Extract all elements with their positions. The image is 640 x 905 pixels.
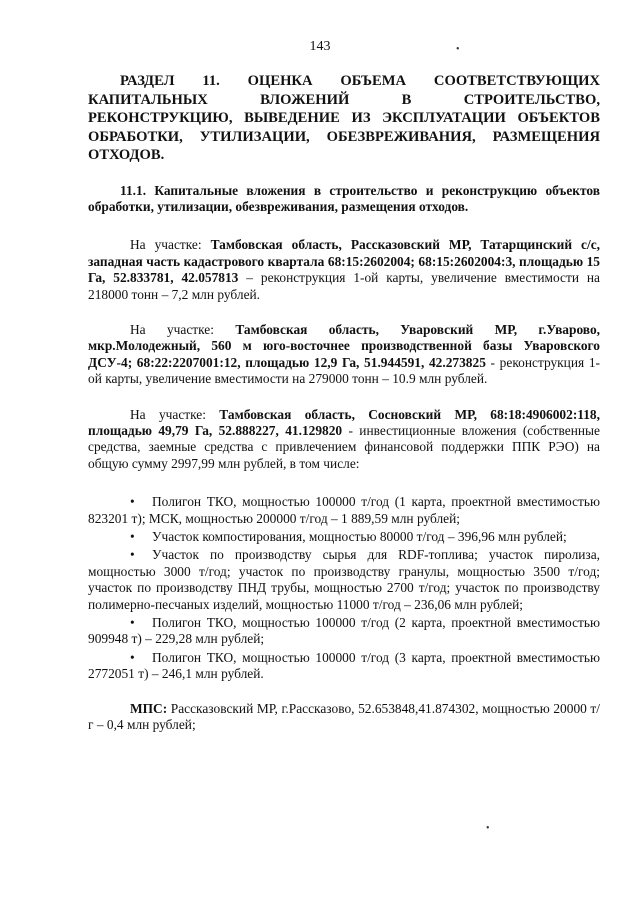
mps-text: Рассказовский МР, г.Рассказово, 52.653848,41.874302, мощностью 20000 т/г – 0,4 млн рублей;: [88, 700, 600, 733]
paragraph-site-3: [88, 407, 600, 473]
investment-list: [88, 494, 600, 682]
document-body: [88, 72, 600, 733]
paragraph-text: - реконструкция 1-ой карты, увеличение вместимости на 279000 тонн – 10.9 млн рублей.: [88, 354, 600, 387]
list-item-text: Участок компостирования, мощностью 80000 т/год – 396,96 млн рублей;: [152, 529, 567, 544]
bullet-icon: •: [130, 649, 135, 665]
paragraph-lead: На участке:: [130, 237, 211, 253]
paragraph-text: – реконструкция 1-ой карты, увеличение вместимости на 218000 тонн – 7,2 млн рублей.: [88, 270, 601, 302]
site-description: Тамбовская область, Сосновский МР, 68:18:4906002:118, площадью 49,79 Га, 52.888227, 41.129820: [88, 406, 600, 438]
list-item: [88, 650, 600, 683]
page-number: 143: [309, 39, 331, 54]
paragraph-lead: На участке:: [130, 406, 220, 422]
bullet-icon: •: [130, 615, 135, 631]
subsection-heading: 11.1. Капитальные вложения в строительство и реконструкцию объектов обработки, утилизации, обезвреживания, размещения отходов.: [88, 182, 600, 214]
list-item-text: Полигон ТКО, мощностью 100000 т/год (1 карта, проектной вместимостью 823201 т); МСК, мощностью 200000 т/год – 1 889,59 млн рублей;: [88, 494, 600, 526]
list-item-text: Полигон ТКО, мощностью 100000 т/год (2 карта, проектной вместимостью 909948 т) – 229,28 млн рублей;: [88, 615, 600, 647]
paragraph-text: - инвестиционные вложения (собственные средства, заемные средства с привлечением финансовой поддержки ППК РЭО) на общую сумму 2997,99 млн рублей, в том числе:: [88, 422, 600, 471]
list-item: [88, 615, 600, 648]
mps-paragraph: [88, 701, 600, 734]
list-item: [88, 547, 600, 613]
list-item-text: Участок по производству сырья для RDF-топлива; участок пиролиза, мощностью 3000 т/год; участок по производству гранулы, мощностью 3500 т/год; участок по производству ПНД трубы, мощностью 2700 т/год; участок по производству полимерно-песчаных изделий, мощностью 11000 т/год – 236,06 млн рублей;: [88, 547, 600, 612]
bullet-icon: •: [130, 529, 135, 544]
site-description: Тамбовская область, Рассказовский МР, Татарщинский с/с, западная часть кадастрового квартала 68:15:2602004; 68:15:2602004:3, площадью 15 Га, 52.833781, 42.057813: [88, 237, 600, 286]
site-description: Тамбовская область, Уваровский МР, г.Уварово, мкр.Молодежный, 560 м юго-восточнее производственной базы Уваровского ДСУ-4; 68:22:2207001:12, площадью 12,9 Га, 51.944591, 42.273825: [88, 321, 600, 370]
list-item: [88, 494, 600, 527]
paragraph-lead: На участке:: [130, 321, 236, 337]
bullet-icon: •: [130, 494, 135, 510]
list-item-text: Полигон ТКО, мощностью 100000 т/год (3 карта, проектной вместимостью 2772051 т) – 246,1 млн рублей.: [88, 649, 600, 682]
section-heading: РАЗДЕЛ 11. ОЦЕНКА ОБЪЕМА СООТВЕТСТВУЮЩИХ КАПИТАЛЬНЫХ ВЛОЖЕНИЙ В СТРОИТЕЛЬСТВО, РЕКОНСТРУКЦИЮ, ВЫВЕДЕНИЕ ИЗ ЭКСПЛУАТАЦИИ ОБЪЕКТОВ ОБРАБОТКИ, УТИЛИЗАЦИИ, ОБЕЗВРЕЖИВАНИЯ, РАЗМЕЩЕНИЯ ОТХОДОВ.: [88, 73, 600, 163]
scan-speck: •: [456, 44, 460, 55]
paragraph-site-1: [88, 237, 600, 303]
list-item: [88, 529, 600, 545]
bullet-icon: •: [130, 547, 135, 563]
mps-label: МПС:: [130, 700, 168, 716]
paragraph-site-2: [88, 322, 600, 388]
scan-speck: •: [486, 823, 490, 834]
